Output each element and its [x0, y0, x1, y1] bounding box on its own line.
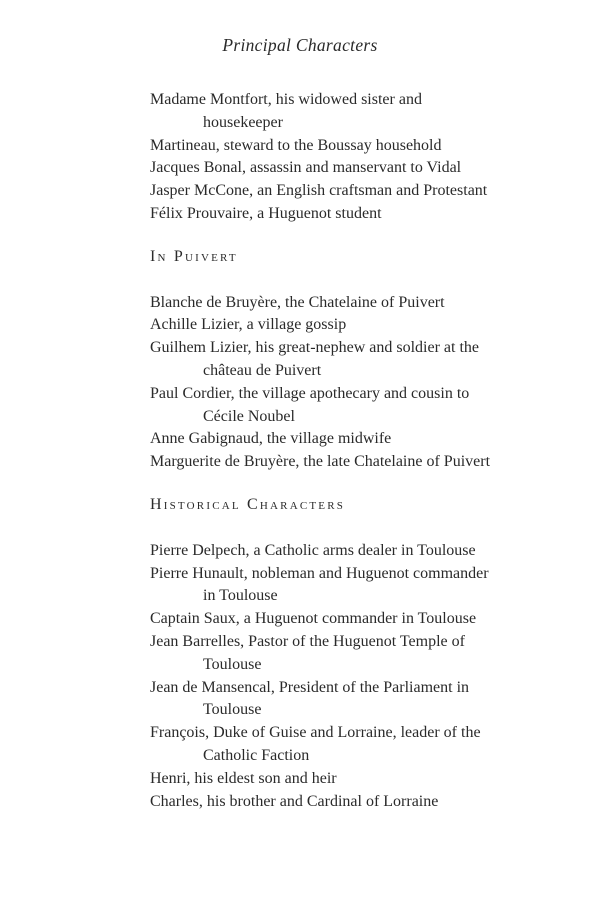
section-heading: In Puivert	[150, 247, 238, 265]
character-line: Catholic Faction	[203, 746, 310, 764]
character-line: Toulouse	[203, 701, 262, 719]
character-line: Madame Montfort, his widowed sister and	[150, 91, 422, 108]
character-line: Henri, his eldest son and heir	[150, 769, 337, 787]
character-line: Jean de Mansencal, President of the Parliament in	[150, 678, 470, 696]
character-line: Cécile Noubel	[203, 407, 295, 425]
character-line: Jacques Bonal, assassin and manservant to Vidal	[150, 159, 462, 177]
character-line: Pierre Delpech, a Catholic arms dealer in Toulouse	[150, 541, 476, 559]
character-line: Félix Prouvaire, a Huguenot student	[150, 204, 382, 222]
character-line: Anne Gabignaud, the village midwife	[150, 430, 392, 448]
character-line: Jean Barrelles, Pastor of the Huguenot Temple of	[150, 632, 465, 650]
character-line: Jasper McCone, an English craftsman and Protestant	[150, 182, 488, 200]
page-title: Principal Characters	[222, 35, 378, 55]
character-line: François, Duke of Guise and Lorraine, leader of the	[150, 724, 481, 742]
character-line: Paul Cordier, the village apothecary and cousin to	[150, 384, 470, 402]
character-line: Martineau, steward to the Boussay household	[150, 136, 442, 154]
character-line: château de Puivert	[203, 361, 322, 379]
character-line: in Toulouse	[203, 587, 278, 605]
character-line: Marguerite de Bruyère, the late Chatelaine of Puivert	[150, 453, 491, 471]
character-line: housekeeper	[203, 113, 283, 131]
character-line: Achille Lizier, a village gossip	[150, 316, 347, 334]
character-line: Blanche de Bruyère, the Chatelaine of Puivert	[150, 293, 445, 311]
character-line: Charles, his brother and Cardinal of Lorraine	[150, 792, 439, 810]
character-sections	[150, 89, 550, 813]
character-line: Guilhem Lizier, his great-nephew and soldier at the	[150, 339, 480, 357]
character-line: Captain Saux, a Huguenot commander in Toulouse	[150, 610, 477, 628]
section-heading: Historical Characters	[150, 495, 346, 513]
character-line: Toulouse	[203, 655, 262, 673]
character-line: Pierre Hunault, nobleman and Huguenot commander	[150, 564, 489, 582]
